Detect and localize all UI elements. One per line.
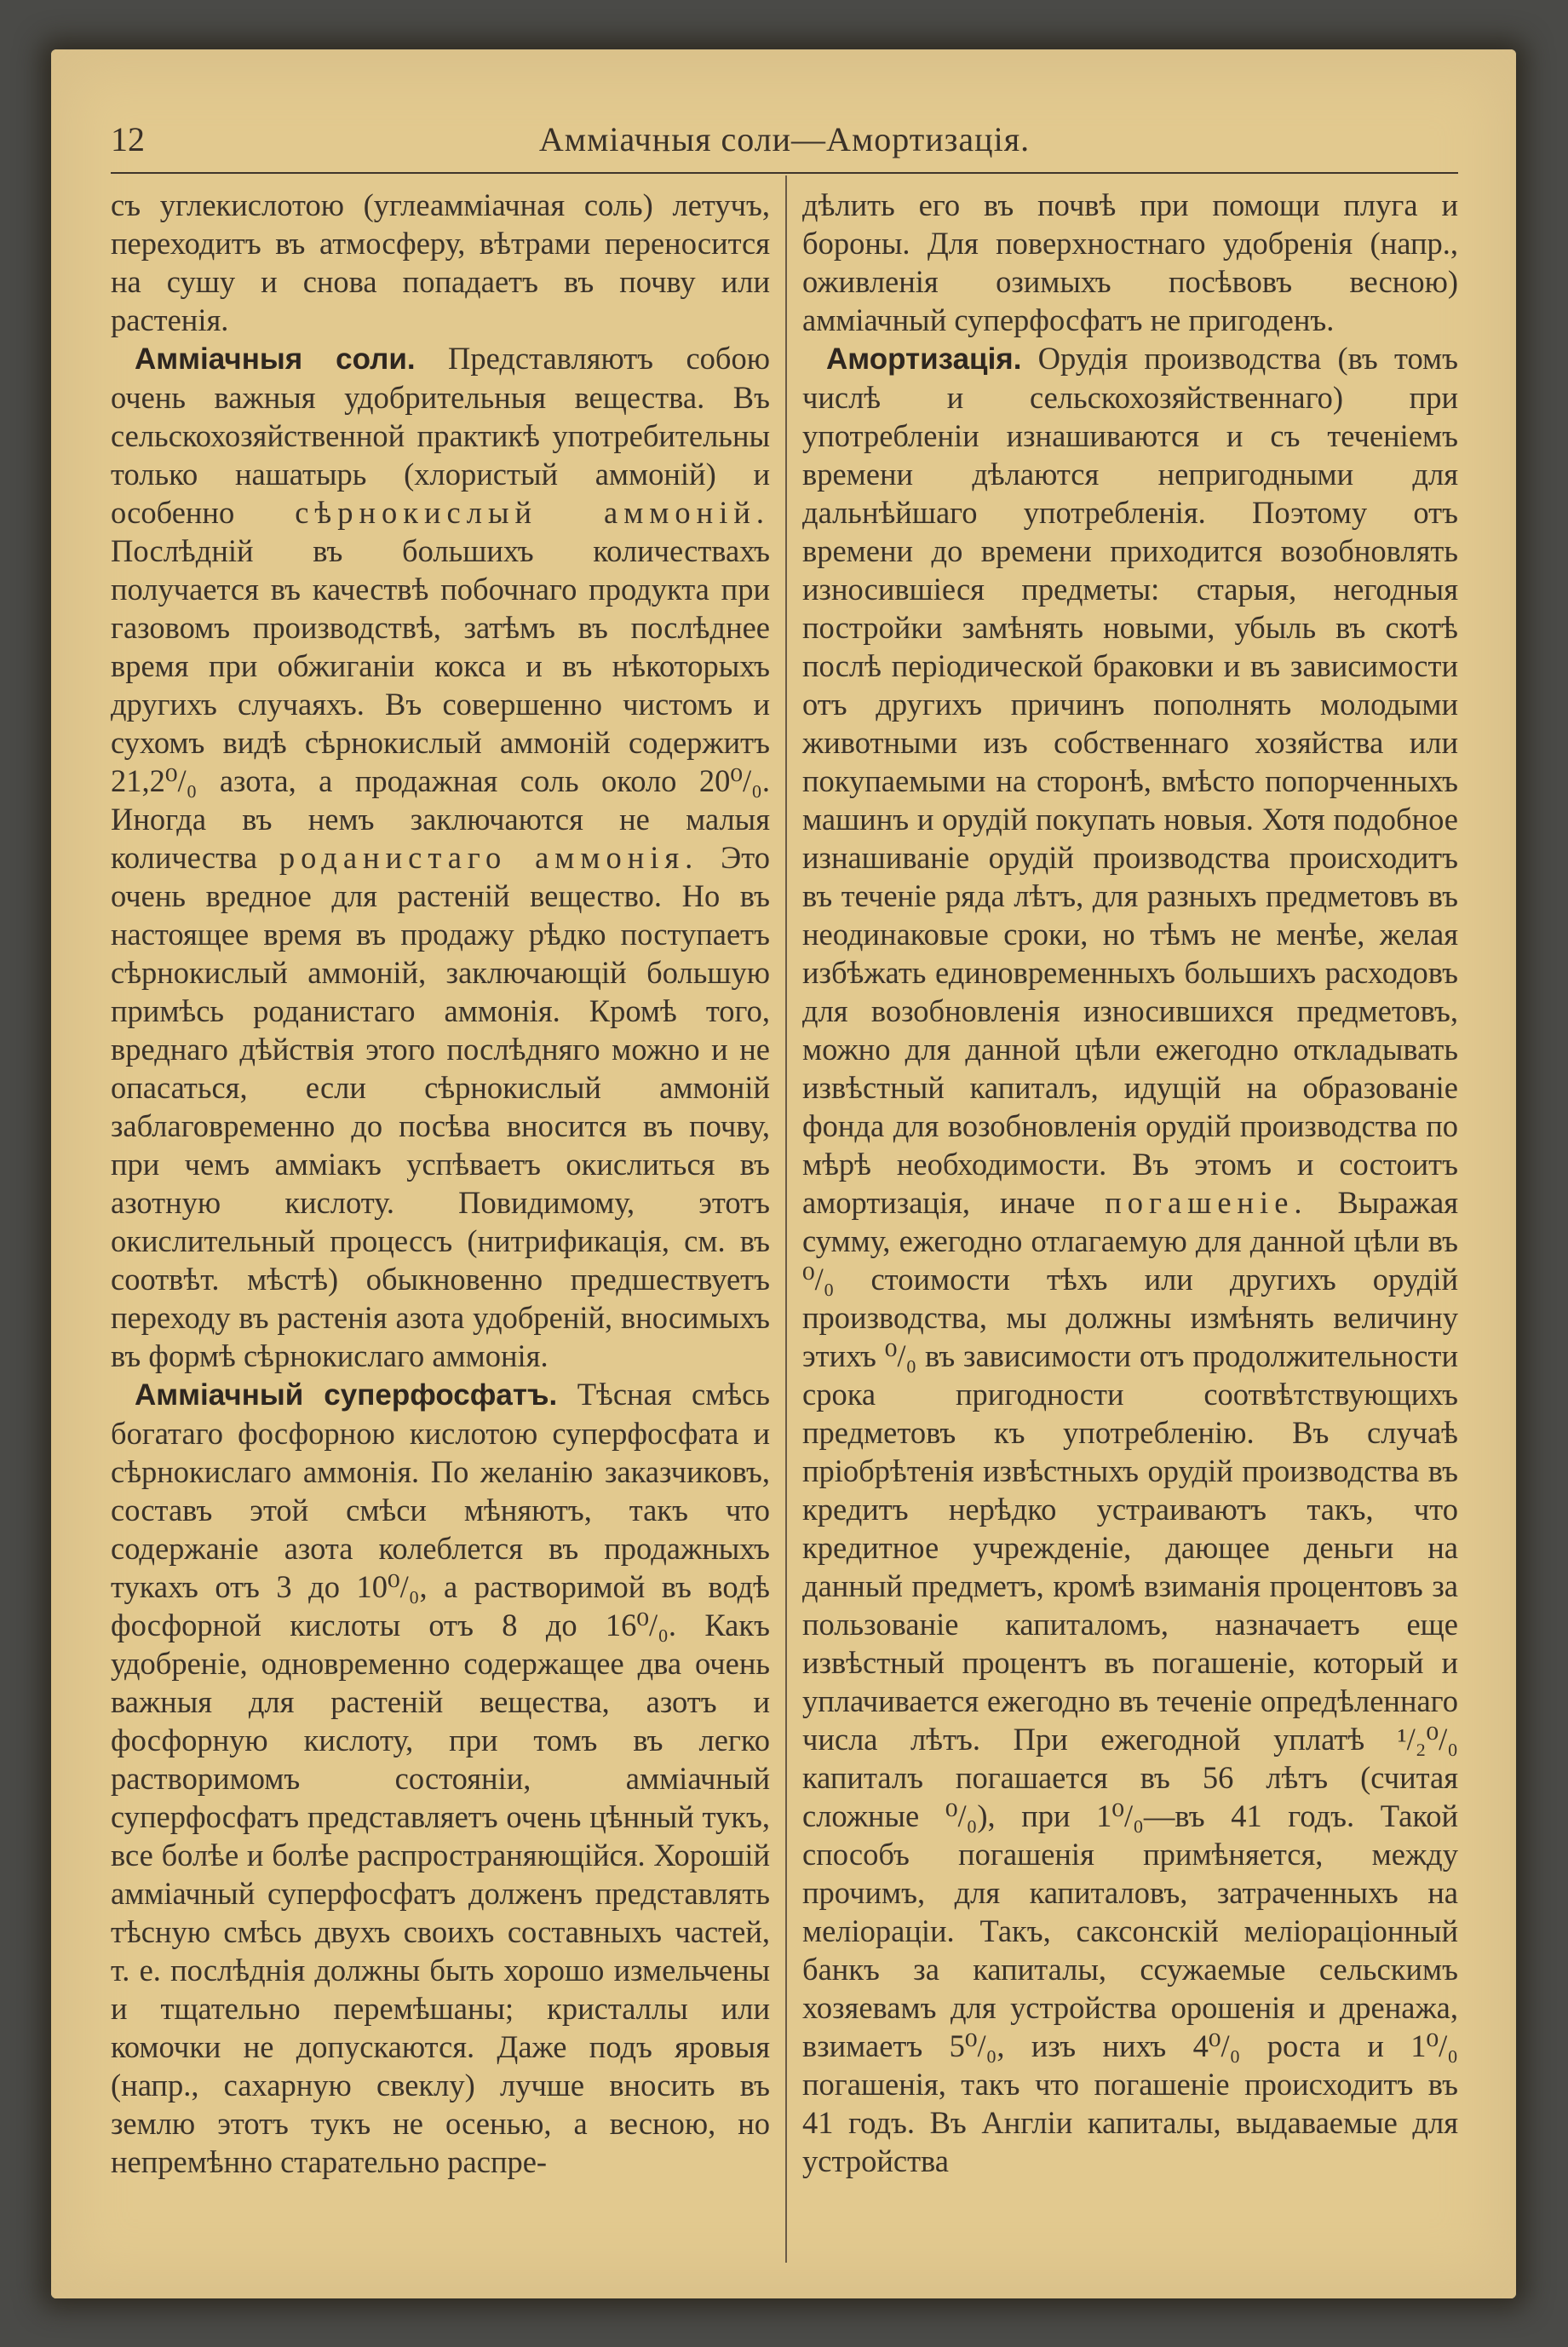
entry-text: Представляютъ собою очень важныя удобрительныя вещества. Въ сельскохозяйственной практикѣ употребительны только нашатырь (хлористый аммоній) и особенно <box>111 341 770 530</box>
running-title: Амміачныя соли—Амортизація. <box>538 120 1031 158</box>
column-divider <box>785 175 787 2263</box>
spaced-term: сѣрнокислый аммоній. <box>295 495 770 530</box>
entry-ammonium-salts <box>111 339 770 1375</box>
page-header <box>111 119 1458 164</box>
entry-term: Амортизація. <box>826 342 1022 376</box>
paragraph-continuation: съ углекислотою (углеамміачная соль) летучъ, переходитъ въ атмосферу, вѣтрами переносится на сушу и снова попадаетъ въ почву или растенія. <box>111 187 770 337</box>
entry-text: Тѣсная смѣсь богатаго фосфорною кислотою суперфосфата и сѣрнокислаго аммонія. По желанію заказчиковъ, составъ этой смѣси мѣняютъ, такъ что содержаніе азота колеблется въ продажныхъ тукахъ отъ 3 до 10⁰/₀, а растворимой въ водѣ фосфорной кислоты отъ 8 до 16⁰/₀. Какъ удобреніе, одновременно содержащее два очень важныя для растеній вещества, азотъ и фосфорную кислоту, при томъ въ легко растворимомъ состояніи, амміачный суперфосфатъ представляетъ очень цѣнный тукъ, все болѣе и болѣе распространяющійся. Хорошій амміачный суперфосфатъ долженъ представлять тѣсную смѣсь двухъ своихъ составныхъ частей, т. е. послѣднія должны быть хорошо измельчены и тщательно перемѣшаны; кристаллы или комочки не допускаются. Даже подъ яровыя (напр., сахарную свеклу) лучше вносить въ землю этотъ тукъ не осенью, а весною, но непремѣнно старательно распре- <box>111 1377 770 2179</box>
entry-text: Послѣдній въ большихъ количествахъ получается въ качествѣ побочнаго продукта при газовомъ производствѣ, затѣмъ въ послѣднее время при обжиганіи кокса и въ нѣкоторыхъ другихъ случаяхъ. Въ совершенно чистомъ и сухомъ видѣ сѣрнокислый аммоній содержитъ 21,2⁰/₀ азота, а продажная соль около 20⁰/₀. Иногда въ немъ заключаются не малыя количества <box>111 533 770 875</box>
spaced-term: роданистаго аммонія. <box>279 840 699 875</box>
right-column <box>802 186 1458 2180</box>
entry-text: Выражая сумму, ежегодно отлагаемую для данной цѣли въ ⁰/₀ стоимости тѣхъ или другихъ орудій производства, мы должны измѣнять величину этихъ ⁰/₀ въ зависимости отъ продолжительности срока пригодности соотвѣтствующихъ предметовъ къ употребленію. Въ случаѣ пріобрѣтенія извѣстныхъ орудій производства въ кредитъ нерѣдко устраиваютъ такъ, что кредитное учрежденіе, дающее деньги на данный предметъ, кромѣ взиманія процентовъ за пользованіе капиталомъ, назначаетъ еще извѣстный процентъ въ погашеніе, который и уплачивается ежегодно въ теченіе опредѣленнаго числа лѣтъ. При ежегодной уплатѣ ¹/₂⁰/₀ капиталъ погашается въ 56 лѣтъ (считая сложные ⁰/₀), при 1⁰/₀—въ 41 годъ. Такой способъ погашенія примѣняется, между прочимъ, для капиталовъ, затраченныхъ на меліораціи. Такъ, саксонскій меліораціонный банкъ за капиталы, ссужаемые сельскимъ хозяевамъ для устройства орошенія и дренажа, взимаетъ 5⁰/₀, изъ нихъ 4⁰/₀ роста и 1⁰/₀ погашенія, такъ что погашеніе происходитъ въ 41 годъ. Въ Англіи капиталы, выдаваемые для устройства <box>802 1185 1459 2178</box>
entry-text: Это очень вредное для растеній вещество. Но въ настоящее время въ продажу рѣдко поступаетъ сѣрнокислый аммоній, заключающій большую примѣсь роданистаго аммонія. Кромѣ того, вреднаго дѣйствія этого послѣдняго можно и не опасаться, если сѣрнокислый аммоній заблаговременно до посѣва вносится въ почву, при чемъ амміакъ успѣваетъ окислиться въ азотную кислоту. Повидимому, этотъ окислительный процессъ (нитрификація, см. въ соотвѣт. мѣстѣ) обыкновенно предшествуетъ переходу въ растенія азота удобреній, вносимыхъ въ формѣ сѣрнокислаго аммонія. <box>111 840 770 1373</box>
entry-text: Орудія производства (въ томъ числѣ и сельскохозяйственнаго) при употребленіи изнашиваются и съ теченіемъ времени дѣлаются непригодными для дальнѣйшаго употребленія. Поэтому отъ времени до времени приходится возобновлять износившіеся предметы: старыя, негодныя постройки замѣнять новыми, убыль въ скотѣ послѣ періодической браковки и въ зависимости отъ другихъ причинъ пополнять молодыми животными изъ собственнаго хозяйства или покупаемыми на сторонѣ, вмѣсто попорченныхъ машинъ и орудій покупать новыя. Хотя подобное изнашиваніе орудій производства происходитъ въ теченіе ряда лѣтъ, для разныхъ предметовъ въ неодинаковые сроки, но тѣмъ не менѣе, желая избѣжать единовременныхъ большихъ расходовъ для возобновленія износившихся предметовъ, можно для данной цѣли ежегодно откладывать извѣстный капиталъ, идущій на образованіе фонда для возобновленія орудій производства по мѣрѣ необходимости. Въ этомъ и состоитъ амортизація, иначе <box>802 341 1458 1220</box>
left-column <box>111 186 770 2181</box>
page-number: 12 <box>111 120 145 158</box>
entry-term: Амміачныя соли. <box>135 342 416 376</box>
paragraph-continuation: дѣлить его въ почвѣ при помощи плуга и бороны. Для поверхностнаго удобренія (напр., оживленія озимыхъ посѣвовъ весною) амміачный суперфосфатъ не пригоденъ. <box>802 187 1458 337</box>
entry-term: Амміачный суперфосфатъ. <box>135 1378 558 1412</box>
entry-ammonium-superphosphate <box>111 1375 770 2181</box>
spaced-term: погашеніе. <box>1105 1185 1308 1220</box>
entry-amortization <box>802 339 1458 2180</box>
header-divider <box>111 172 1458 174</box>
